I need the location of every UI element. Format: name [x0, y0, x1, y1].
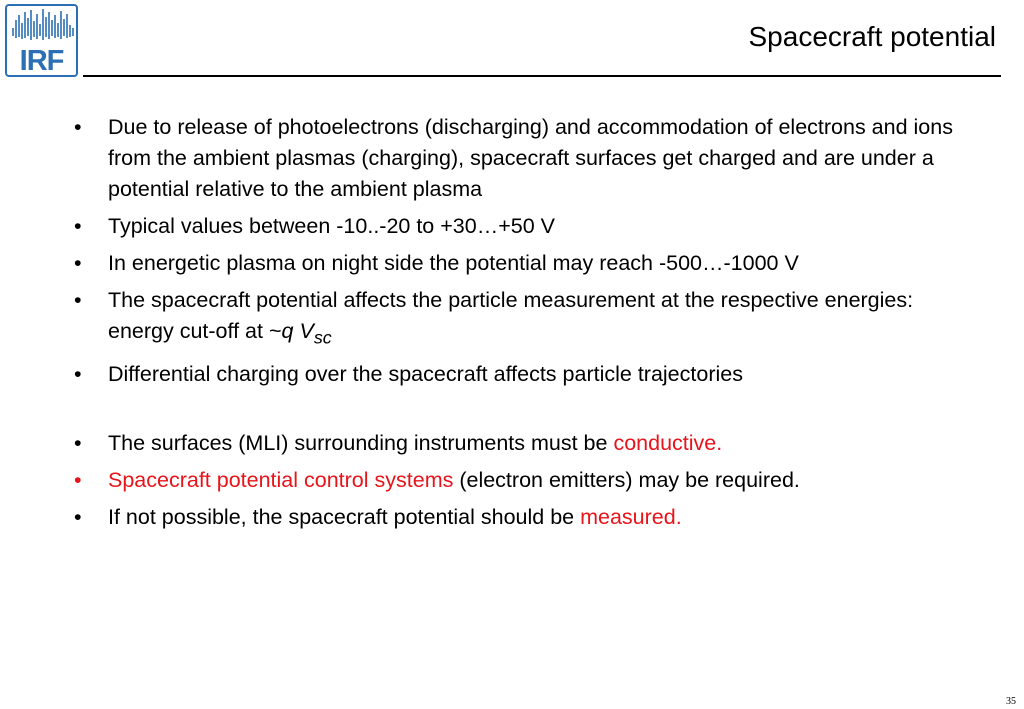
bullet-differential-charging [72, 359, 972, 390]
bullet-surfaces-conductive [72, 428, 972, 459]
symbol-v: V [299, 319, 314, 343]
bullet-text: The spacecraft potential affects the particle measurement at the respective energies: energy cut-off at ~ [108, 288, 914, 343]
slide-title: Spacecraft potential [748, 21, 996, 52]
bullet-dot: • [74, 115, 82, 139]
spacer [72, 396, 972, 428]
bullet-particle-measurement [72, 285, 972, 353]
logo-text: IRF [19, 45, 64, 77]
bullet-text: The surfaces (MLI) surrounding instruments must be [108, 431, 614, 456]
bullet-dot: • [74, 431, 82, 456]
bullet-typical-values [72, 211, 972, 242]
waveform-icon [7, 6, 78, 46]
symbol-sc: sc [313, 327, 332, 348]
bullet-dot: • [74, 251, 82, 275]
highlight-control-systems: Spacecraft potential control systems [108, 468, 454, 493]
bullet-dot-red: • [74, 468, 82, 493]
bullet-potential-control [72, 465, 972, 496]
bullet-potential-measured [72, 502, 972, 533]
title-divider [83, 75, 1001, 77]
bullet-text: Typical values between -10..-20 to +30…+50 V [108, 214, 555, 238]
bullet-text: (electron emitters) may be required. [453, 468, 800, 493]
bullet-dot: • [74, 288, 82, 312]
symbol-q: q [281, 319, 294, 343]
slide-content [72, 112, 972, 539]
bullet-text: Differential charging over the spacecraft affects particle trajectories [108, 362, 743, 387]
bullet-dot: • [74, 362, 82, 387]
bullet-dot: • [74, 214, 82, 238]
bullet-energetic-plasma [72, 248, 972, 279]
bullet-text: Due to release of photoelectrons (discharging) and accommodation of electrons and ions from the ambient plasmas (charging), spacecraft surfaces get charged and are under a potential relative to the ambient plasma [108, 115, 953, 201]
bullet-text: In energetic plasma on night side the potential may reach -500…-1000 V [108, 251, 799, 275]
highlight-measured: measured. [580, 505, 682, 530]
bullet-dot: • [74, 505, 82, 530]
irf-logo [5, 4, 78, 77]
page-number: 35 [1006, 696, 1016, 707]
bullet-text: If not possible, the spacecraft potential should be [108, 505, 581, 530]
bullet-photoelectrons [72, 112, 972, 205]
highlight-conductive: conductive. [613, 431, 723, 456]
